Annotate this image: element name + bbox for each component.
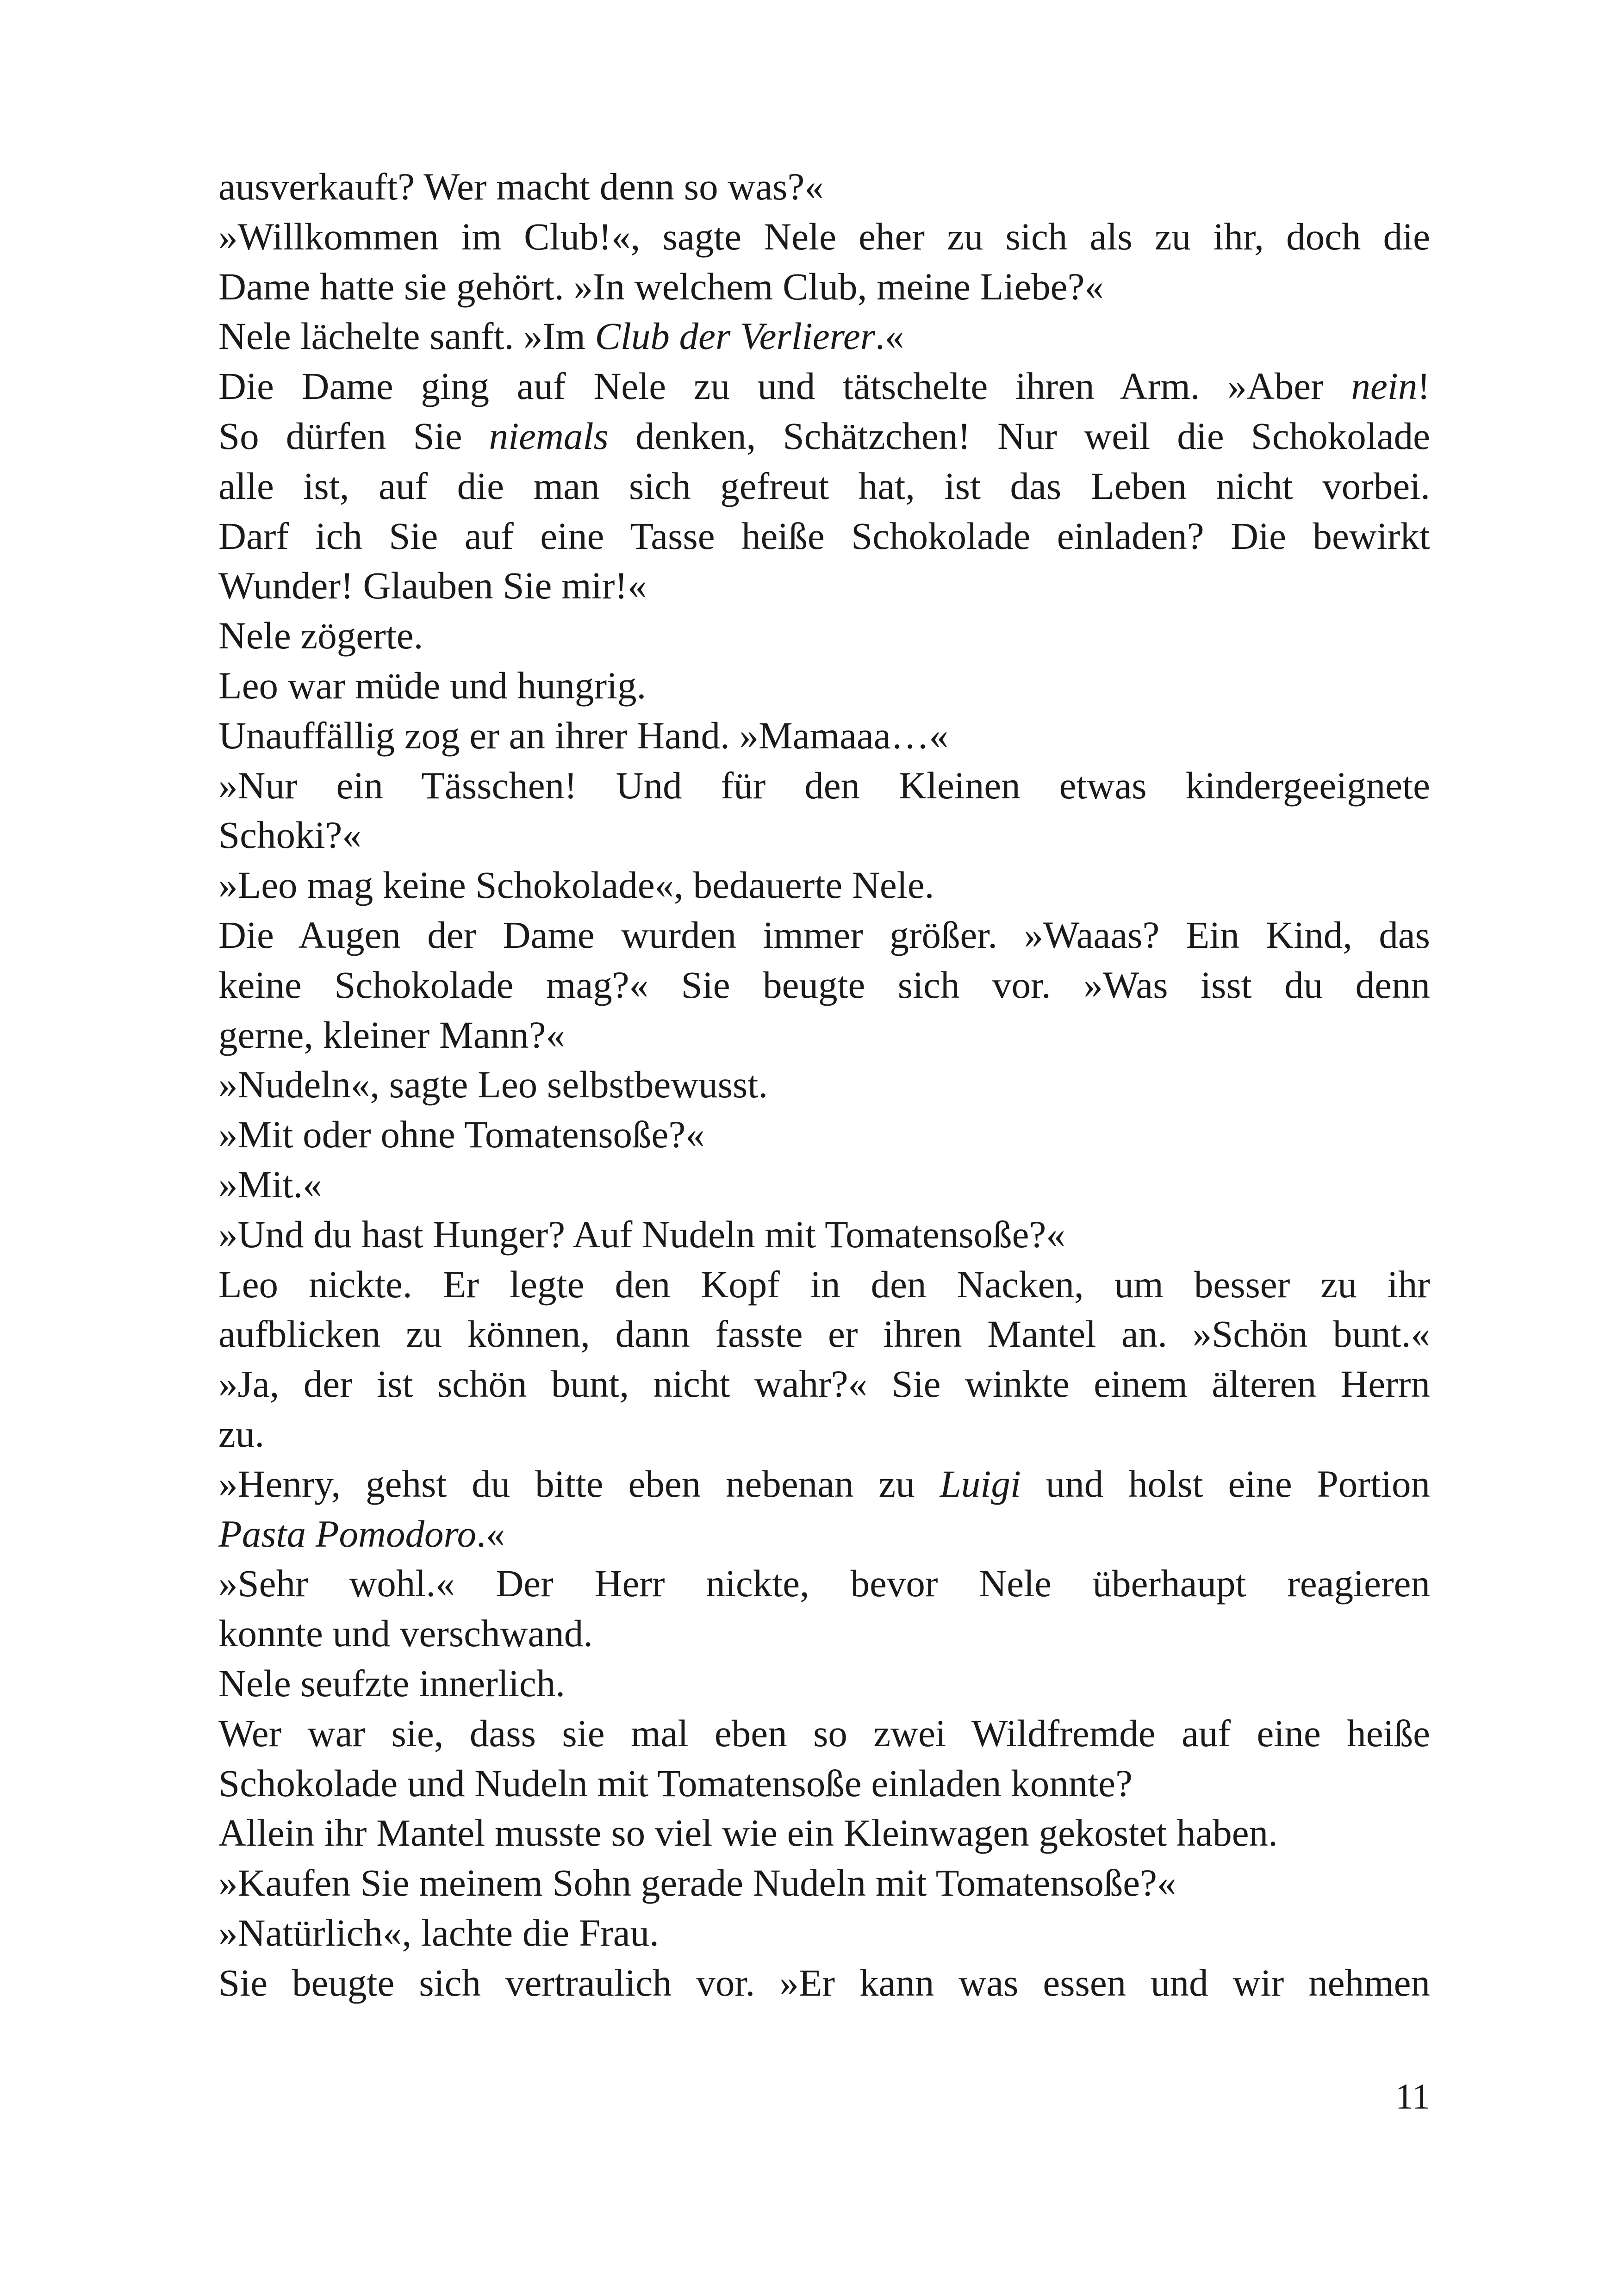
italic-text-segment: Luigi (940, 1462, 1021, 1505)
page-number: 11 (1395, 2076, 1430, 2116)
text-line (218, 311, 1430, 361)
text-segment: »Sehr wohl.« Der Herr nickte, bevor Nele überhaupt reagieren (218, 1562, 1430, 1605)
text-line (218, 212, 1430, 262)
text-line (218, 461, 1430, 511)
italic-text-segment: Club der Verlierer (595, 315, 876, 358)
text-line (218, 1659, 1430, 1709)
text-segment: »Nudeln«, sagte Leo selbstbewusst. (218, 1063, 768, 1106)
text-line (218, 1359, 1430, 1409)
text-segment: »Natürlich«, lachte die Frau. (218, 1911, 659, 1954)
text-line (218, 1609, 1430, 1659)
italic-text-segment: niemals (489, 414, 609, 457)
text-segment: »Ja, der ist schön bunt, nicht wahr?« Sie winkte einem älteren Herrn (218, 1363, 1430, 1406)
text-line (218, 1309, 1430, 1359)
text-segment: konnte und verschwand. (218, 1612, 593, 1655)
text-segment: Die Dame ging auf Nele zu und tätschelte ihren Arm. »Aber (218, 365, 1351, 408)
text-segment: Leo nickte. Er legte den Kopf in den Nacken, um besser zu ihr (218, 1263, 1430, 1306)
body-text (218, 162, 1430, 2008)
italic-text-segment: nein (1351, 365, 1418, 408)
text-line (218, 1060, 1430, 1110)
text-segment: So dürfen Sie (218, 414, 489, 457)
text-segment: »Und du hast Hunger? Auf Nudeln mit Tomatensoße?« (218, 1213, 1065, 1256)
text-segment: »Nur ein Tässchen! Und für den Kleinen etwas kindergeeignete (218, 764, 1430, 807)
text-line (218, 1010, 1430, 1060)
text-segment: Nele seufzte innerlich. (218, 1661, 565, 1705)
text-line (218, 1210, 1430, 1260)
text-line (218, 1260, 1430, 1310)
text-line (218, 960, 1430, 1010)
text-segment: Darf ich Sie auf eine Tasse heiße Schokolade einladen? Die bewirkt (218, 514, 1430, 557)
text-line (218, 711, 1430, 761)
text-line (218, 262, 1430, 312)
text-line (218, 1858, 1430, 1908)
text-segment: denken, Schätzchen! Nur weil die Schokolade (608, 414, 1430, 457)
text-line (218, 761, 1430, 811)
text-segment: Wer war sie, dass sie mal eben so zwei Wildfremde auf eine heiße (218, 1711, 1430, 1755)
text-segment: »Leo mag keine Schokolade«, bedauerte Nele. (218, 864, 934, 907)
text-segment: »Mit oder ohne Tomatensoße?« (218, 1113, 705, 1156)
text-segment: und holst eine Portion (1021, 1462, 1430, 1505)
text-segment: Leo war müde und hungrig. (218, 664, 647, 707)
text-segment: Schoki?« (218, 814, 361, 857)
text-segment: »Henry, gehst du bitte eben nebenan zu (218, 1462, 940, 1505)
text-line (218, 1759, 1430, 1809)
text-segment: ausverkauft? Wer macht denn so was?« (218, 165, 824, 208)
text-line (218, 860, 1430, 910)
text-segment: gerne, kleiner Mann?« (218, 1013, 565, 1056)
text-line (218, 611, 1430, 661)
text-line (218, 162, 1430, 212)
text-segment: »Kaufen Sie meinem Sohn gerade Nudeln mit Tomatensoße?« (218, 1861, 1176, 1904)
text-segment: Allein ihr Mantel musste so viel wie ein Kleinwagen gekostet haben. (218, 1811, 1278, 1854)
text-segment: »Willkommen im Club!«, sagte Nele eher zu sich als zu ihr, doch die (218, 215, 1430, 258)
text-line (218, 1908, 1430, 1958)
text-line (218, 1709, 1430, 1759)
text-segment: Nele lächelte sanft. »Im (218, 315, 595, 358)
text-line (218, 361, 1430, 411)
text-segment: .« (476, 1512, 505, 1555)
text-segment: Die Augen der Dame wurden immer größer. »Waaas? Ein Kind, das (218, 913, 1430, 956)
text-segment: Schokolade und Nudeln mit Tomatensoße einladen konnte? (218, 1761, 1133, 1804)
text-segment: Wunder! Glauben Sie mir!« (218, 564, 647, 607)
text-line (218, 561, 1430, 611)
text-line (218, 1509, 1430, 1559)
text-segment: »Mit.« (218, 1163, 322, 1206)
text-segment: Nele zögerte. (218, 614, 423, 657)
text-segment: alle ist, auf die man sich gefreut hat, ist das Leben nicht vorbei. (218, 464, 1430, 507)
text-segment: keine Schokolade mag?« Sie beugte sich vor. »Was isst du denn (218, 963, 1430, 1006)
text-segment: Dame hatte sie gehört. »In welchem Club, meine Liebe?« (218, 265, 1104, 308)
text-line (218, 411, 1430, 461)
text-line (218, 1459, 1430, 1509)
text-segment: aufblicken zu können, dann fasste er ihren Mantel an. »Schön bunt.« (218, 1313, 1430, 1356)
text-segment: .« (875, 315, 904, 358)
text-line (218, 1559, 1430, 1609)
text-segment: ! (1417, 365, 1430, 408)
text-line (218, 1808, 1430, 1858)
text-line (218, 910, 1430, 960)
text-segment: Sie beugte sich vertraulich vor. »Er kann was essen und wir nehmen (218, 1961, 1430, 2004)
italic-text-segment: Pasta Pomodoro (218, 1512, 477, 1555)
text-segment: Unauffällig zog er an ihrer Hand. »Mamaaa…« (218, 714, 949, 757)
text-segment: zu. (218, 1412, 265, 1455)
text-line (218, 1409, 1430, 1459)
text-line (218, 810, 1430, 860)
text-line (218, 511, 1430, 561)
text-line (218, 661, 1430, 711)
text-line (218, 1958, 1430, 2008)
text-line (218, 1110, 1430, 1160)
text-line (218, 1160, 1430, 1210)
